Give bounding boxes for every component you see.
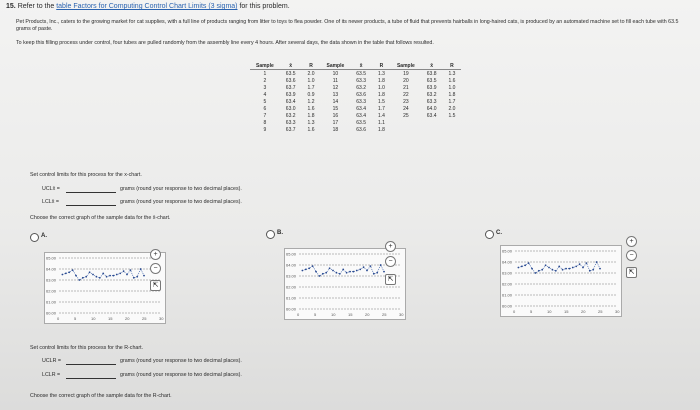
data-point	[524, 264, 526, 266]
table-cell	[443, 126, 462, 133]
table-cell	[391, 126, 421, 133]
data-point	[342, 269, 344, 271]
data-point	[545, 264, 547, 266]
table-cell: 1.6	[307, 126, 315, 133]
table-cell: 1.6	[448, 77, 456, 84]
table-cell: 7	[263, 112, 267, 119]
table-cell	[443, 119, 462, 126]
data-point	[140, 268, 142, 270]
x-tick-label: 30	[159, 316, 164, 321]
table-cell: 3	[263, 84, 267, 91]
table-cell: 5	[263, 98, 267, 105]
data-point	[106, 276, 108, 278]
data-point	[531, 268, 533, 270]
data-point	[332, 270, 334, 272]
data-point	[89, 271, 91, 273]
series-line	[302, 265, 384, 276]
table-cell: 63.6	[356, 126, 367, 133]
table-cell: 63.9	[285, 91, 296, 98]
problem-intro-2: To keep this filling process under control, four tubes are pulled randomly from the assembly line every 4 hours. After several days, the data shown in the table that follows resulted.	[16, 40, 434, 46]
data-point	[302, 270, 304, 272]
r-ucl-label: UCLR =	[42, 358, 61, 364]
question-number: 15.	[6, 3, 16, 10]
table-cell: 63.4	[426, 112, 437, 119]
data-point	[65, 273, 67, 275]
data-point	[92, 274, 94, 276]
table-cell: 1.8	[378, 77, 385, 84]
data-point	[319, 275, 321, 277]
table-row	[250, 119, 461, 126]
table-cell: 24	[403, 105, 409, 112]
table-cell: 18	[332, 126, 339, 133]
option-a-radio[interactable]	[30, 233, 39, 242]
y-tick-label: 61.00	[286, 295, 297, 301]
data-point	[558, 266, 560, 268]
data-point	[518, 267, 520, 269]
sample-data-table	[250, 62, 461, 133]
x-tick-label: 20	[365, 312, 370, 317]
data-point	[72, 269, 74, 271]
data-point	[592, 269, 594, 271]
data-point	[143, 275, 145, 277]
table-header: R	[302, 62, 321, 70]
data-point	[586, 262, 588, 264]
table-cell: 11	[332, 77, 338, 84]
data-point	[569, 268, 571, 270]
x-tick-label: 15	[348, 312, 353, 317]
r-ucl-hint: grams (round your response to two decimal places).	[120, 358, 242, 364]
r-lcl-hint: grams (round your response to two decimal places).	[120, 372, 242, 378]
table-cell: 1.8	[378, 126, 385, 133]
data-point	[353, 271, 355, 273]
data-point	[79, 279, 81, 281]
table-cell: 21	[403, 84, 409, 91]
x-tick-label: 25	[382, 312, 387, 317]
x-tick-label: 10	[331, 312, 336, 317]
table-cell: 1.3	[448, 70, 456, 77]
table-cell: 12	[332, 84, 339, 91]
data-point	[322, 273, 324, 275]
data-point	[521, 266, 523, 268]
data-point	[541, 269, 543, 271]
table-cell: 23	[403, 98, 409, 105]
x-tick-label: 0	[513, 309, 516, 314]
data-point	[363, 266, 365, 268]
table-cell: 63.4	[285, 98, 296, 105]
table-cell	[421, 119, 443, 126]
table-cell: 22	[403, 91, 409, 98]
data-point	[325, 272, 327, 274]
table-cell: 6	[263, 105, 267, 112]
data-point	[528, 262, 530, 264]
data-point	[380, 264, 382, 266]
table-cell: 2	[263, 77, 267, 84]
r-choose-prompt: Choose the correct graph of the sample data for the R-chart.	[30, 393, 172, 399]
data-point	[535, 272, 537, 274]
table-cell: 63.2	[285, 112, 296, 119]
table-cell: 1.3	[378, 70, 385, 77]
data-point	[116, 274, 118, 276]
data-point	[99, 277, 101, 279]
zoom-out-icon[interactable]: −	[150, 263, 161, 274]
data-point	[96, 276, 98, 278]
table-cell: 63.7	[285, 84, 296, 91]
table-cell: 14	[332, 98, 339, 105]
x-tick-label: 10	[547, 309, 552, 314]
table-cell: 63.6	[285, 77, 296, 84]
xbar-ucl-hint: grams (round your response to two decimal places).	[120, 186, 242, 192]
y-tick-label: 62.00	[286, 284, 297, 290]
r-lcl-input[interactable]	[66, 378, 116, 379]
table-cell: 63.0	[285, 105, 296, 112]
y-tick-label: 61.00	[46, 299, 57, 305]
data-point	[565, 268, 567, 270]
table-cell: 1.5	[448, 112, 456, 119]
table-cell: 0.9	[307, 91, 315, 98]
option-a-chart	[45, 253, 165, 323]
table-cell: 20	[403, 77, 409, 84]
xbar-choose-prompt: Choose the correct graph of the sample data for the x̄-chart.	[30, 215, 171, 221]
problem-intro: Pet Products, Inc., caters to the growing market for cat supplies, with a full line of products ranging from litter to toys to flea powder. One of its newer products, a tube of fluid that prevents hairballs in long-haired cats, is produced by an automated machine set to fill each tube with 63.5 grams of paste.	[16, 19, 679, 32]
data-point	[552, 269, 554, 271]
x-tick-label: 20	[125, 316, 130, 321]
table-cell: 63.3	[356, 98, 367, 105]
table-cell: 8	[263, 119, 267, 126]
table-cell: 2.0	[307, 70, 315, 77]
data-point	[109, 275, 111, 277]
data-point	[339, 273, 341, 275]
y-tick-label: 65.00	[286, 251, 297, 257]
y-tick-label: 60.00	[46, 310, 57, 316]
table-cell: 1.0	[307, 77, 315, 84]
table-cell: 1.7	[307, 84, 315, 91]
table-header: x̄	[280, 62, 302, 70]
xbar-ucl-input[interactable]	[66, 192, 116, 193]
y-tick-label: 63.00	[46, 277, 57, 283]
x-tick-label: 15	[564, 309, 569, 314]
y-tick-label: 63.00	[502, 270, 513, 276]
table-cell: 1.3	[307, 119, 315, 126]
r-lcl-label: LCLR =	[42, 372, 61, 378]
data-point	[373, 273, 375, 275]
data-point	[68, 271, 70, 273]
table-cell: 19	[403, 70, 409, 77]
data-point	[582, 267, 584, 269]
table-header: R	[443, 62, 462, 70]
data-point	[555, 270, 557, 272]
popout-icon[interactable]: ⇱	[385, 274, 396, 285]
y-tick-label: 61.00	[502, 292, 513, 298]
option-c-label: C.	[496, 230, 502, 236]
data-point	[85, 276, 87, 278]
option-c-radio[interactable]	[485, 230, 494, 239]
x-tick-label: 20	[581, 309, 586, 314]
series-line	[62, 269, 144, 280]
zoom-in-icon[interactable]: +	[626, 236, 637, 247]
data-point	[383, 271, 385, 273]
table-cell: 1.1	[378, 119, 385, 126]
x-tick-label: 5	[314, 312, 317, 317]
y-tick-label: 62.00	[46, 288, 57, 294]
table-cell: 64.0	[426, 105, 437, 112]
data-point	[305, 269, 307, 271]
table-cell: 63.3	[356, 77, 367, 84]
zoom-in-icon[interactable]: +	[150, 249, 161, 260]
zoom-out-icon[interactable]: −	[385, 256, 396, 267]
table-cell: 63.3	[426, 98, 437, 105]
data-point	[575, 266, 577, 268]
table-cell: 1.0	[378, 84, 385, 91]
data-point	[136, 276, 138, 278]
data-point	[119, 273, 121, 275]
table-header: Sample	[391, 62, 421, 70]
question-text-before: Refer to the	[17, 3, 55, 10]
r-heading: Set control limits for this process for the R-chart.	[30, 345, 144, 351]
data-point	[62, 274, 64, 276]
y-tick-label: 64.00	[286, 262, 297, 268]
table-cell: 63.4	[356, 105, 367, 112]
xbar-ucl-label: UCLx̄ =	[42, 186, 60, 192]
table-cell: 1.4	[378, 112, 385, 119]
y-tick-label: 62.00	[502, 281, 513, 287]
x-tick-label: 30	[615, 309, 620, 314]
data-point	[312, 265, 314, 267]
table-cell: 63.5	[285, 70, 296, 77]
table-cell: 10	[332, 70, 339, 77]
x-tick-label: 15	[108, 316, 113, 321]
table-header: Sample	[320, 62, 350, 70]
x-tick-label: 5	[74, 316, 77, 321]
table-cell: 2.0	[448, 105, 456, 112]
question-header	[6, 3, 290, 10]
y-tick-label: 65.00	[502, 248, 513, 254]
y-tick-label: 64.00	[502, 259, 513, 265]
y-tick-label: 65.00	[46, 255, 57, 261]
table-cell: 1.8	[307, 112, 315, 119]
r-ucl-input[interactable]	[66, 364, 116, 365]
data-point	[329, 267, 331, 269]
data-point	[366, 270, 368, 272]
data-point	[130, 269, 132, 271]
y-tick-label: 64.00	[46, 266, 57, 272]
table-cell: 9	[263, 126, 267, 133]
table-cell: 63.2	[356, 84, 367, 91]
data-point	[133, 277, 135, 279]
x-tick-label: 25	[142, 316, 147, 321]
zoom-in-icon[interactable]: +	[385, 241, 396, 252]
table-cell: 63.8	[426, 70, 437, 77]
data-point	[346, 272, 348, 274]
table-cell: 1.7	[378, 105, 385, 112]
zoom-out-icon[interactable]: −	[626, 250, 637, 261]
table-cell: 1.6	[307, 105, 315, 112]
table-row	[250, 126, 461, 133]
factors-table-link[interactable]: table Factors for Computing Control Chart Limits (3 sigma)	[56, 3, 238, 10]
data-point	[572, 267, 574, 269]
option-b-radio[interactable]	[266, 230, 275, 239]
data-point	[75, 275, 77, 277]
table-cell: 63.5	[356, 119, 367, 126]
data-point	[370, 265, 372, 267]
table-row	[250, 70, 461, 78]
data-point	[308, 267, 310, 269]
table-row	[250, 105, 461, 112]
table-header: x̄	[421, 62, 443, 70]
x-tick-label: 25	[598, 309, 603, 314]
option-c-graph	[500, 245, 622, 317]
table-cell: 63.9	[426, 84, 437, 91]
table-cell: 17	[332, 119, 339, 126]
popout-icon[interactable]: ⇱	[150, 280, 161, 291]
table-cell	[391, 119, 421, 126]
table-cell: 15	[332, 105, 339, 112]
table-cell: 1.2	[307, 98, 315, 105]
data-point	[548, 267, 550, 269]
table-header: x̄	[350, 62, 372, 70]
table-cell: 1.8	[448, 91, 456, 98]
table-cell: 63.3	[285, 119, 296, 126]
data-point	[102, 273, 104, 275]
table-cell: 63.5	[356, 70, 367, 77]
data-point	[126, 274, 128, 276]
data-point	[599, 268, 601, 270]
table-cell: 63.2	[426, 91, 437, 98]
table-cell: 63.7	[285, 126, 296, 133]
xbar-lcl-label: LCLx̄ =	[42, 199, 59, 205]
data-point	[596, 261, 598, 263]
data-point	[123, 270, 125, 272]
table-header: Sample	[250, 62, 280, 70]
xbar-heading: Set control limits for this process for the x-chart.	[30, 172, 142, 178]
data-point	[589, 270, 591, 272]
y-tick-label: 60.00	[286, 306, 297, 312]
table-cell: 63.4	[356, 112, 367, 119]
data-point	[82, 277, 84, 279]
table-cell: 1	[263, 70, 267, 77]
table-cell: 1.7	[448, 98, 456, 105]
table-cell: 1.8	[378, 91, 385, 98]
table-cell: 16	[332, 112, 339, 119]
popout-icon[interactable]: ⇱	[626, 267, 637, 278]
table-cell: 1.0	[448, 84, 456, 91]
table-cell: 63.6	[356, 91, 367, 98]
x-tick-label: 0	[57, 316, 60, 321]
table-cell	[421, 126, 443, 133]
option-b-label: B.	[277, 230, 283, 236]
data-point	[538, 270, 540, 272]
x-tick-label: 30	[399, 312, 404, 317]
data-point	[113, 275, 115, 277]
question-text-after: for this problem.	[239, 3, 290, 10]
y-tick-label: 63.00	[286, 273, 297, 279]
data-point	[359, 269, 361, 271]
data-point	[336, 272, 338, 274]
option-c-chart	[501, 246, 621, 316]
table-cell: 63.5	[426, 77, 437, 84]
table-cell: 13	[332, 91, 339, 98]
y-tick-label: 60.00	[502, 303, 513, 309]
data-point	[376, 272, 378, 274]
option-a-graph	[44, 252, 166, 324]
data-point	[315, 271, 317, 273]
table-cell: 4	[263, 91, 267, 98]
data-point	[349, 271, 351, 273]
table-row	[250, 84, 461, 91]
option-a-label: A.	[41, 233, 47, 239]
table-cell: 25	[403, 112, 409, 119]
table-row	[250, 112, 461, 119]
x-tick-label: 0	[297, 312, 300, 317]
table-cell: 1.5	[378, 98, 385, 105]
table-row	[250, 91, 461, 98]
table-row	[250, 77, 461, 84]
table-row	[250, 98, 461, 105]
data-point	[356, 270, 358, 272]
data-point	[579, 263, 581, 265]
x-tick-label: 5	[530, 309, 533, 314]
data-point	[562, 269, 564, 271]
xbar-lcl-input[interactable]	[66, 205, 116, 206]
table-header: R	[372, 62, 391, 70]
series-line	[518, 262, 600, 273]
x-tick-label: 10	[91, 316, 96, 321]
xbar-lcl-hint: grams (round your response to two decimal places).	[120, 199, 242, 205]
